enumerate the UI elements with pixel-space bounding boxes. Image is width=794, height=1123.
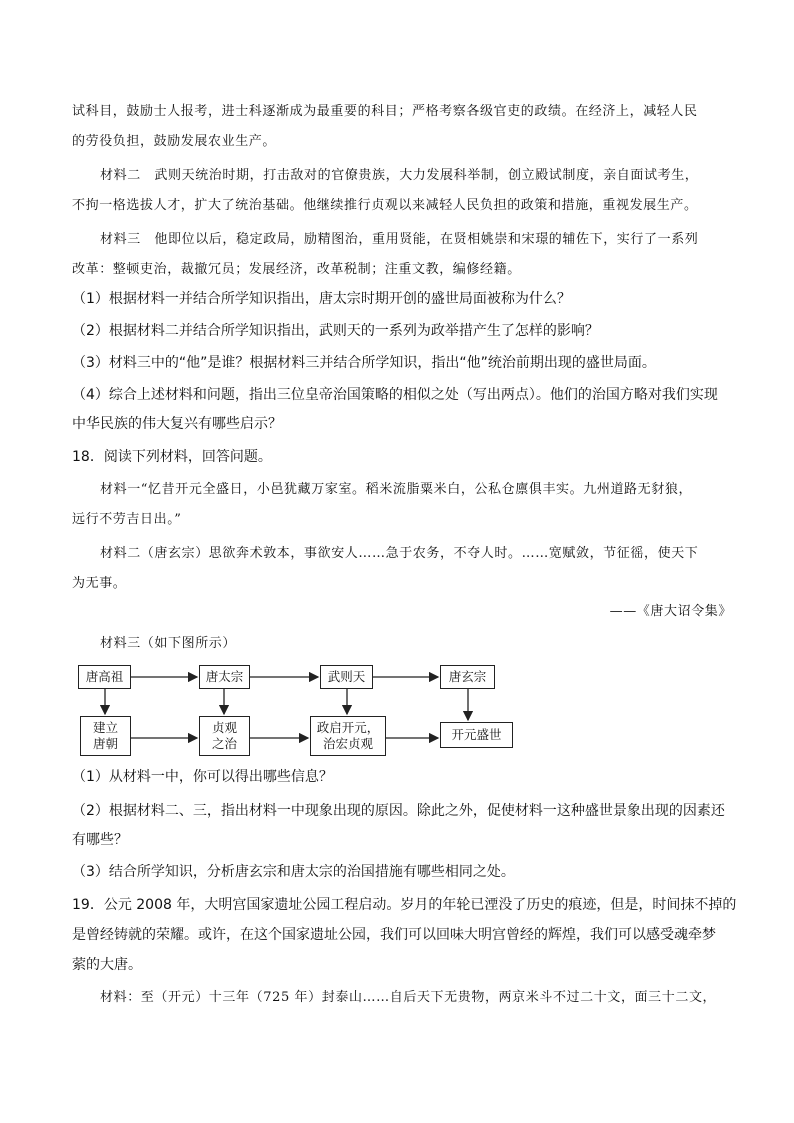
question-18-2: （2）根据材料二、三，指出材料一中现象出现的原因。除此之外，促使材料一这种盛世景象出现的因素还 [72, 803, 725, 819]
node-zhenguan: 贞观 之治 [199, 716, 250, 756]
question-18-3: （3）结合所学知识，分析唐玄宗和唐太宗的治国措施有哪些相同之处。 [72, 864, 515, 880]
material-3-caption: 材料三（如下图所示） [100, 636, 237, 651]
question-2: （2）根据材料二并结合所学知识指出，武则天的一系列为政举措产生了怎样的影响？ [72, 323, 599, 339]
question-18-1: （1）从材料一中，你可以得出哪些信息？ [72, 769, 333, 785]
node-kaiyuan-transition: 政启开元， 治宏贞观 [310, 716, 386, 756]
text-line: 远行不劳吉日出。” [72, 512, 182, 527]
question-18-2-cont: 有哪些？ [72, 832, 128, 848]
question-4: （4）综合上述材料和问题，指出三位皇帝治国策略的相似之处（写出两点）。他们的治国方略对我们实现 [72, 387, 718, 403]
material-2-line: 材料二（唐玄宗）思欲奔术敦本，事欲安人……急于农务，不夺人时。……宽赋敛，节征徭，使天下 [100, 546, 699, 561]
question-4-cont: 中华民族的伟大复兴有哪些启示？ [72, 416, 282, 432]
question-19-text: 是曾经铸就的荣耀。或许，在这个国家遗址公园，我们可以回味大明宫曾经的辉煌，我们可以感受魂牵梦 [72, 927, 716, 943]
question-1: （1）根据材料一并结合所学知识指出，唐太宗时期开创的盛世局面被称为什么？ [72, 291, 571, 307]
question-19-text: 萦的大唐。 [72, 957, 142, 973]
text-line: 不拘一格选拔人才，扩大了统治基础。他继续推行贞观以来减轻人民负担的政策和措施，重视发展生产。 [72, 198, 698, 213]
question-19-heading: 19．公元 2008 年，大明宫国家遗址公园工程启动。岁月的年轮已湮没了历史的痕迹，但是，时间抹不掉的 [72, 897, 737, 913]
question-18-heading: 18．阅读下列材料，回答问题。 [72, 449, 272, 465]
text-line: 改革：整顿吏治，裁撤冗员；发展经济，改革税制；注重文教，编修经籍。 [72, 262, 521, 277]
text-line: 为无事。 [72, 576, 127, 591]
node-wu-zetian: 武则天 [320, 665, 373, 689]
question-3: （3）材料三中的“他”是谁？根据材料三并结合所学知识，指出“他”统治前期出现的盛世局面。 [72, 355, 656, 371]
node-tang-gaozu: 唐高祖 [78, 665, 131, 689]
source-citation: ——《唐大诏令集》 [609, 604, 732, 619]
material-3-line: 材料三 他即位以后，稳定政局，励精图治，重用贤能，在贤相姚崇和宋璟的辅佐下，实行了一系列 [100, 232, 699, 247]
question-19-material: 材料：至（开元）十三年（725 年）封泰山……自后天下无贵物，两京米斗不过二十文，面三十二文， [100, 990, 717, 1005]
node-found-tang: 建立 唐朝 [80, 716, 131, 756]
text-line: 试科目，鼓励士人报考，进士科逐渐成为最重要的科目；严格考察各级官吏的政绩。在经济上，减轻人民 [72, 104, 698, 119]
node-tang-xuanzong: 唐玄宗 [440, 665, 495, 689]
text-line: 的劳役负担，鼓励发展农业生产。 [72, 134, 277, 149]
material-1-line: 材料一“忆昔开元全盛日，小邑犹藏万家室。稻米流脂粟米白，公私仓廪俱丰实。九州道路无豺狼， [100, 482, 693, 497]
material-2-line: 材料二 武则天统治时期，打击敌对的官僚贵族，大力发展科举制，创立殿试制度，亲自面试考生， [100, 168, 699, 183]
node-tang-taizong: 唐太宗 [199, 665, 250, 689]
node-kaiyuan-prosperity: 开元盛世 [440, 722, 513, 748]
